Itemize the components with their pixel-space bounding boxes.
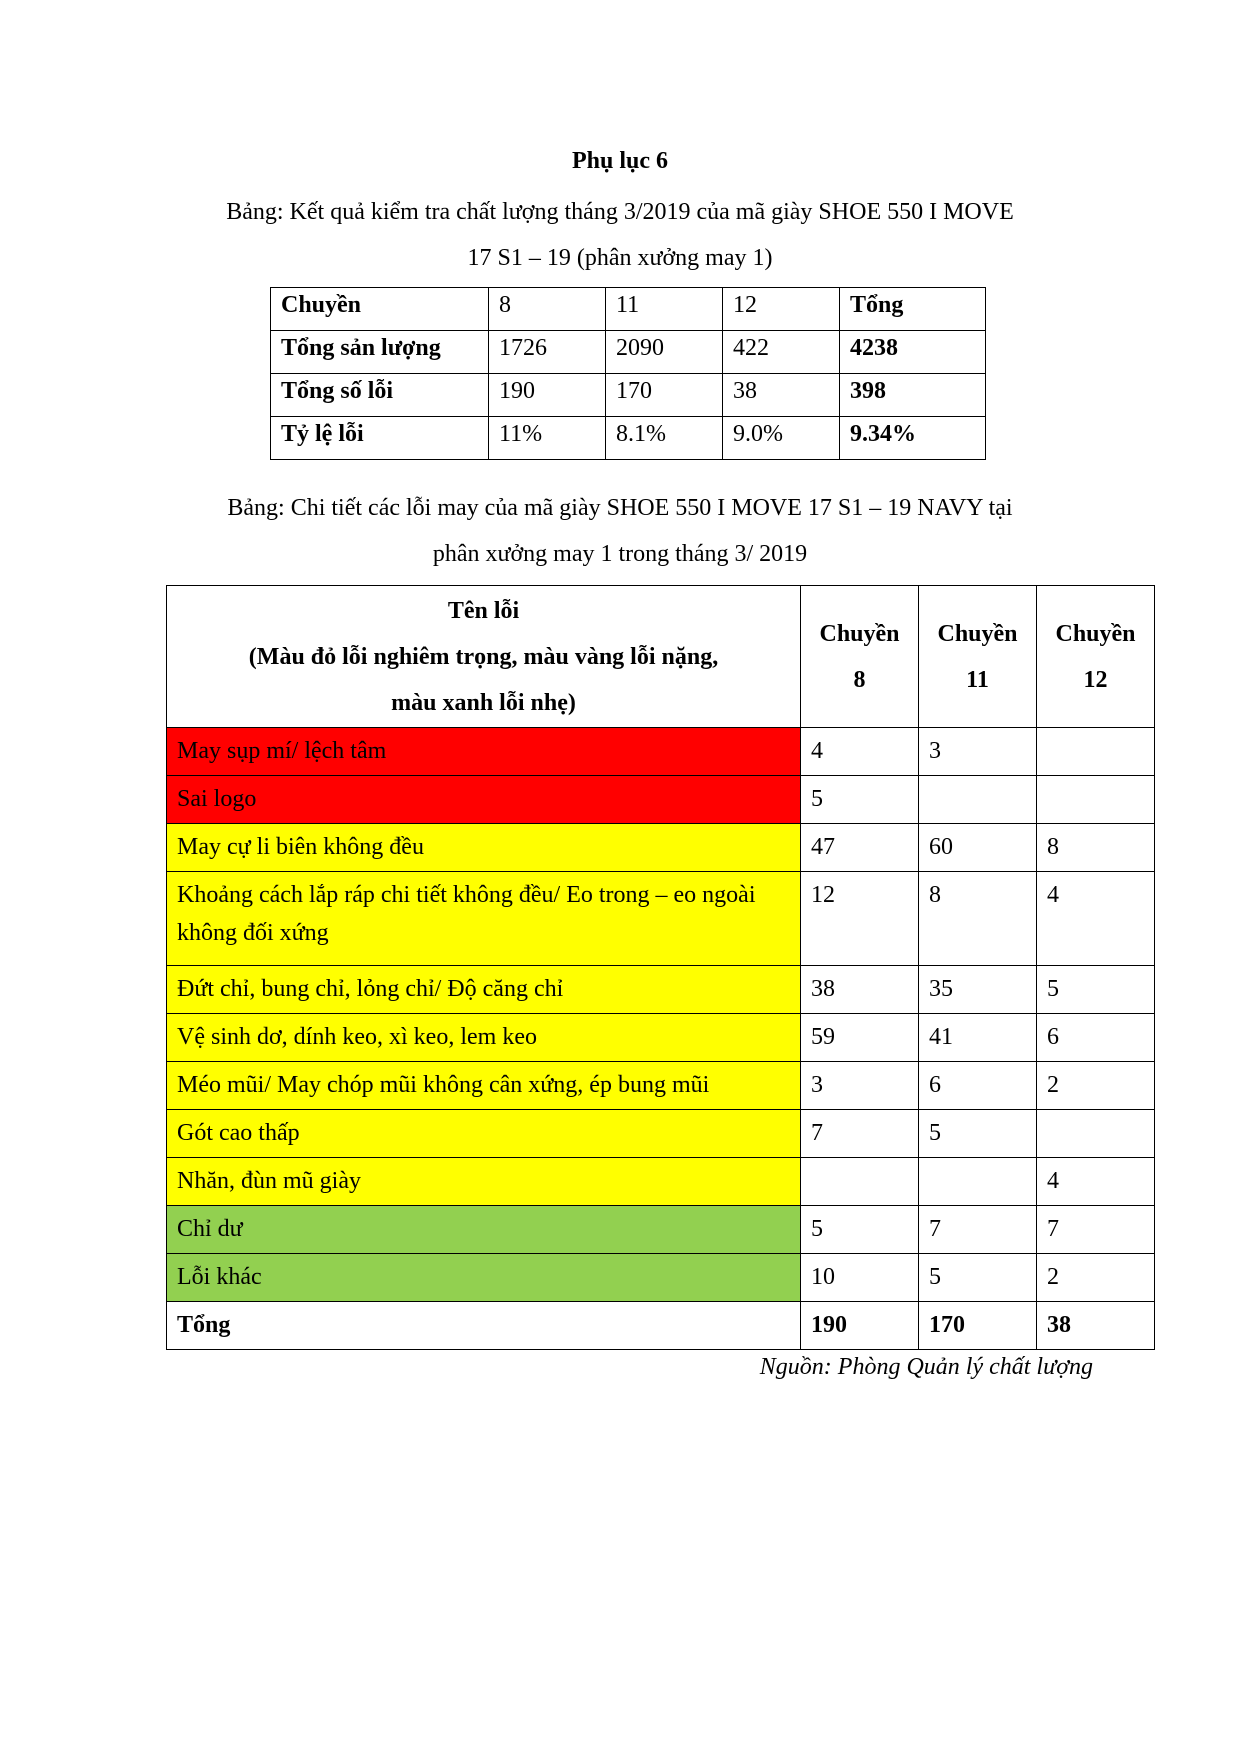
total-cell: 4238 [840,331,986,374]
defect-count: 4 [1037,1158,1155,1206]
defect-count: 35 [919,966,1037,1014]
defect-count: 2 [1037,1254,1155,1302]
defect-count: 7 [919,1206,1037,1254]
defect-count: 6 [1037,1014,1155,1062]
defect-row [167,824,1155,872]
defect-name: Gót cao thấp [167,1110,801,1158]
appendix-title: Phụ lục 6 [571,148,669,174]
defect-name: Méo mũi/ May chóp mũi không cân xứng, ép bung mũi [167,1062,801,1110]
table-cell: 2090 [606,331,723,374]
defect-row [167,1014,1155,1062]
defect-name: Khoảng cách lắp ráp chi tiết không đều/ Eo trong – eo ngoài không đối xứng [167,872,801,966]
table-cell: 422 [723,331,840,374]
header-line: màu xanh lỗi nhẹ) [391,689,576,716]
defect-count: 8 [1037,824,1155,872]
defect-count [1037,776,1155,824]
row-label: Tổng số lỗi [271,374,489,417]
header-cell: 12 [723,288,840,331]
defect-count: 10 [801,1254,919,1302]
table1-caption [0,189,1240,281]
defect-name: Nhăn, đùn mũ giày [167,1158,801,1206]
table-header-row [167,586,1155,728]
header-label: Chuyền [819,620,900,647]
defect-row [167,1206,1155,1254]
header-cell: 8 [489,288,606,331]
row-label: Tỷ lệ lỗi [271,417,489,460]
defect-count: 7 [1037,1206,1155,1254]
defect-row [167,1158,1155,1206]
table-cell: 8.1% [606,417,723,460]
header-num: 8 [853,666,866,693]
defect-row [167,1254,1155,1302]
header-cell: Chuyền [271,288,489,331]
table-header-row [271,288,986,331]
quality-summary-table [270,287,986,460]
source-note: Nguồn: Phòng Quản lý chất lượng [759,1354,1093,1380]
defect-row [167,966,1155,1014]
table-cell: 9.0% [723,417,840,460]
defect-name: Vệ sinh dơ, dính keo, xì keo, lem keo [167,1014,801,1062]
defect-count: 7 [801,1110,919,1158]
row-label: Tổng sản lượng [271,331,489,374]
defect-name: Chỉ dư [167,1206,801,1254]
defect-row [167,776,1155,824]
total-cell: 398 [840,374,986,417]
defect-count [1037,728,1155,776]
defect-count: 4 [801,728,919,776]
defect-count: 3 [801,1062,919,1110]
defect-count: 5 [801,776,919,824]
defect-count: 5 [801,1206,919,1254]
table1-caption-line2: 17 S1 – 19 (phân xưởng may 1) [467,245,773,271]
table2-caption-line1: Bảng: Chi tiết các lỗi may của mã giày SHOE 550 I MOVE 17 S1 – 19 NAVY tại [227,495,1013,521]
defect-count: 5 [919,1254,1037,1302]
defect-name: Sai logo [167,776,801,824]
table1-caption-line1: Bảng: Kết quả kiểm tra chất lượng tháng 3/2019 của mã giày SHOE 550 I MOVE [226,199,1014,225]
total-row [167,1302,1155,1350]
header-cell: Tổng [840,288,986,331]
table2-caption [0,485,1240,577]
defect-name-header [167,586,801,728]
defect-name: Lỗi khác [167,1254,801,1302]
line-header [919,586,1037,728]
total-label: Tổng [167,1302,801,1350]
defect-count: 3 [919,728,1037,776]
defect-count: 12 [801,872,919,966]
defect-count: 4 [1037,872,1155,966]
header-cell: 11 [606,288,723,331]
total-cell: 9.34% [840,417,986,460]
defect-count [919,1158,1037,1206]
defect-name: May sụp mí/ lệch tâm [167,728,801,776]
header-line: Tên lỗi [447,597,520,624]
table-cell: 170 [606,374,723,417]
line-header [801,586,919,728]
header-line: (Màu đỏ lỗi nghiêm trọng, màu vàng lỗi nặng, [248,643,719,670]
defect-count: 59 [801,1014,919,1062]
defect-count: 47 [801,824,919,872]
total-cell: 38 [1037,1302,1155,1350]
defect-row [167,728,1155,776]
total-cell: 190 [801,1302,919,1350]
table-row [271,417,986,460]
table-cell: 38 [723,374,840,417]
total-cell: 170 [919,1302,1037,1350]
defect-count: 60 [919,824,1037,872]
defect-name: Đứt chỉ, bung chỉ, lỏng chỉ/ Độ căng chỉ [167,966,801,1014]
table-row [271,374,986,417]
table-cell: 190 [489,374,606,417]
defect-count: 38 [801,966,919,1014]
defect-count: 5 [919,1110,1037,1158]
table2-caption-line2: phân xưởng may 1 trong tháng 3/ 2019 [432,541,808,567]
header-num: 12 [1083,666,1108,693]
defect-count [919,776,1037,824]
header-label: Chuyền [1055,620,1136,647]
defect-detail-table [166,585,1155,1350]
defect-count [1037,1110,1155,1158]
defect-count: 8 [919,872,1037,966]
defect-name: May cự li biên không đều [167,824,801,872]
defect-count: 6 [919,1062,1037,1110]
defect-count [801,1158,919,1206]
defect-row [167,872,1155,966]
defect-row [167,1062,1155,1110]
table-cell: 1726 [489,331,606,374]
table-cell: 11% [489,417,606,460]
defect-count: 41 [919,1014,1037,1062]
defect-count: 5 [1037,966,1155,1014]
defect-row [167,1110,1155,1158]
table-row [271,331,986,374]
header-label: Chuyền [937,620,1018,647]
line-header [1037,586,1155,728]
defect-count: 2 [1037,1062,1155,1110]
header-num: 11 [966,666,989,693]
